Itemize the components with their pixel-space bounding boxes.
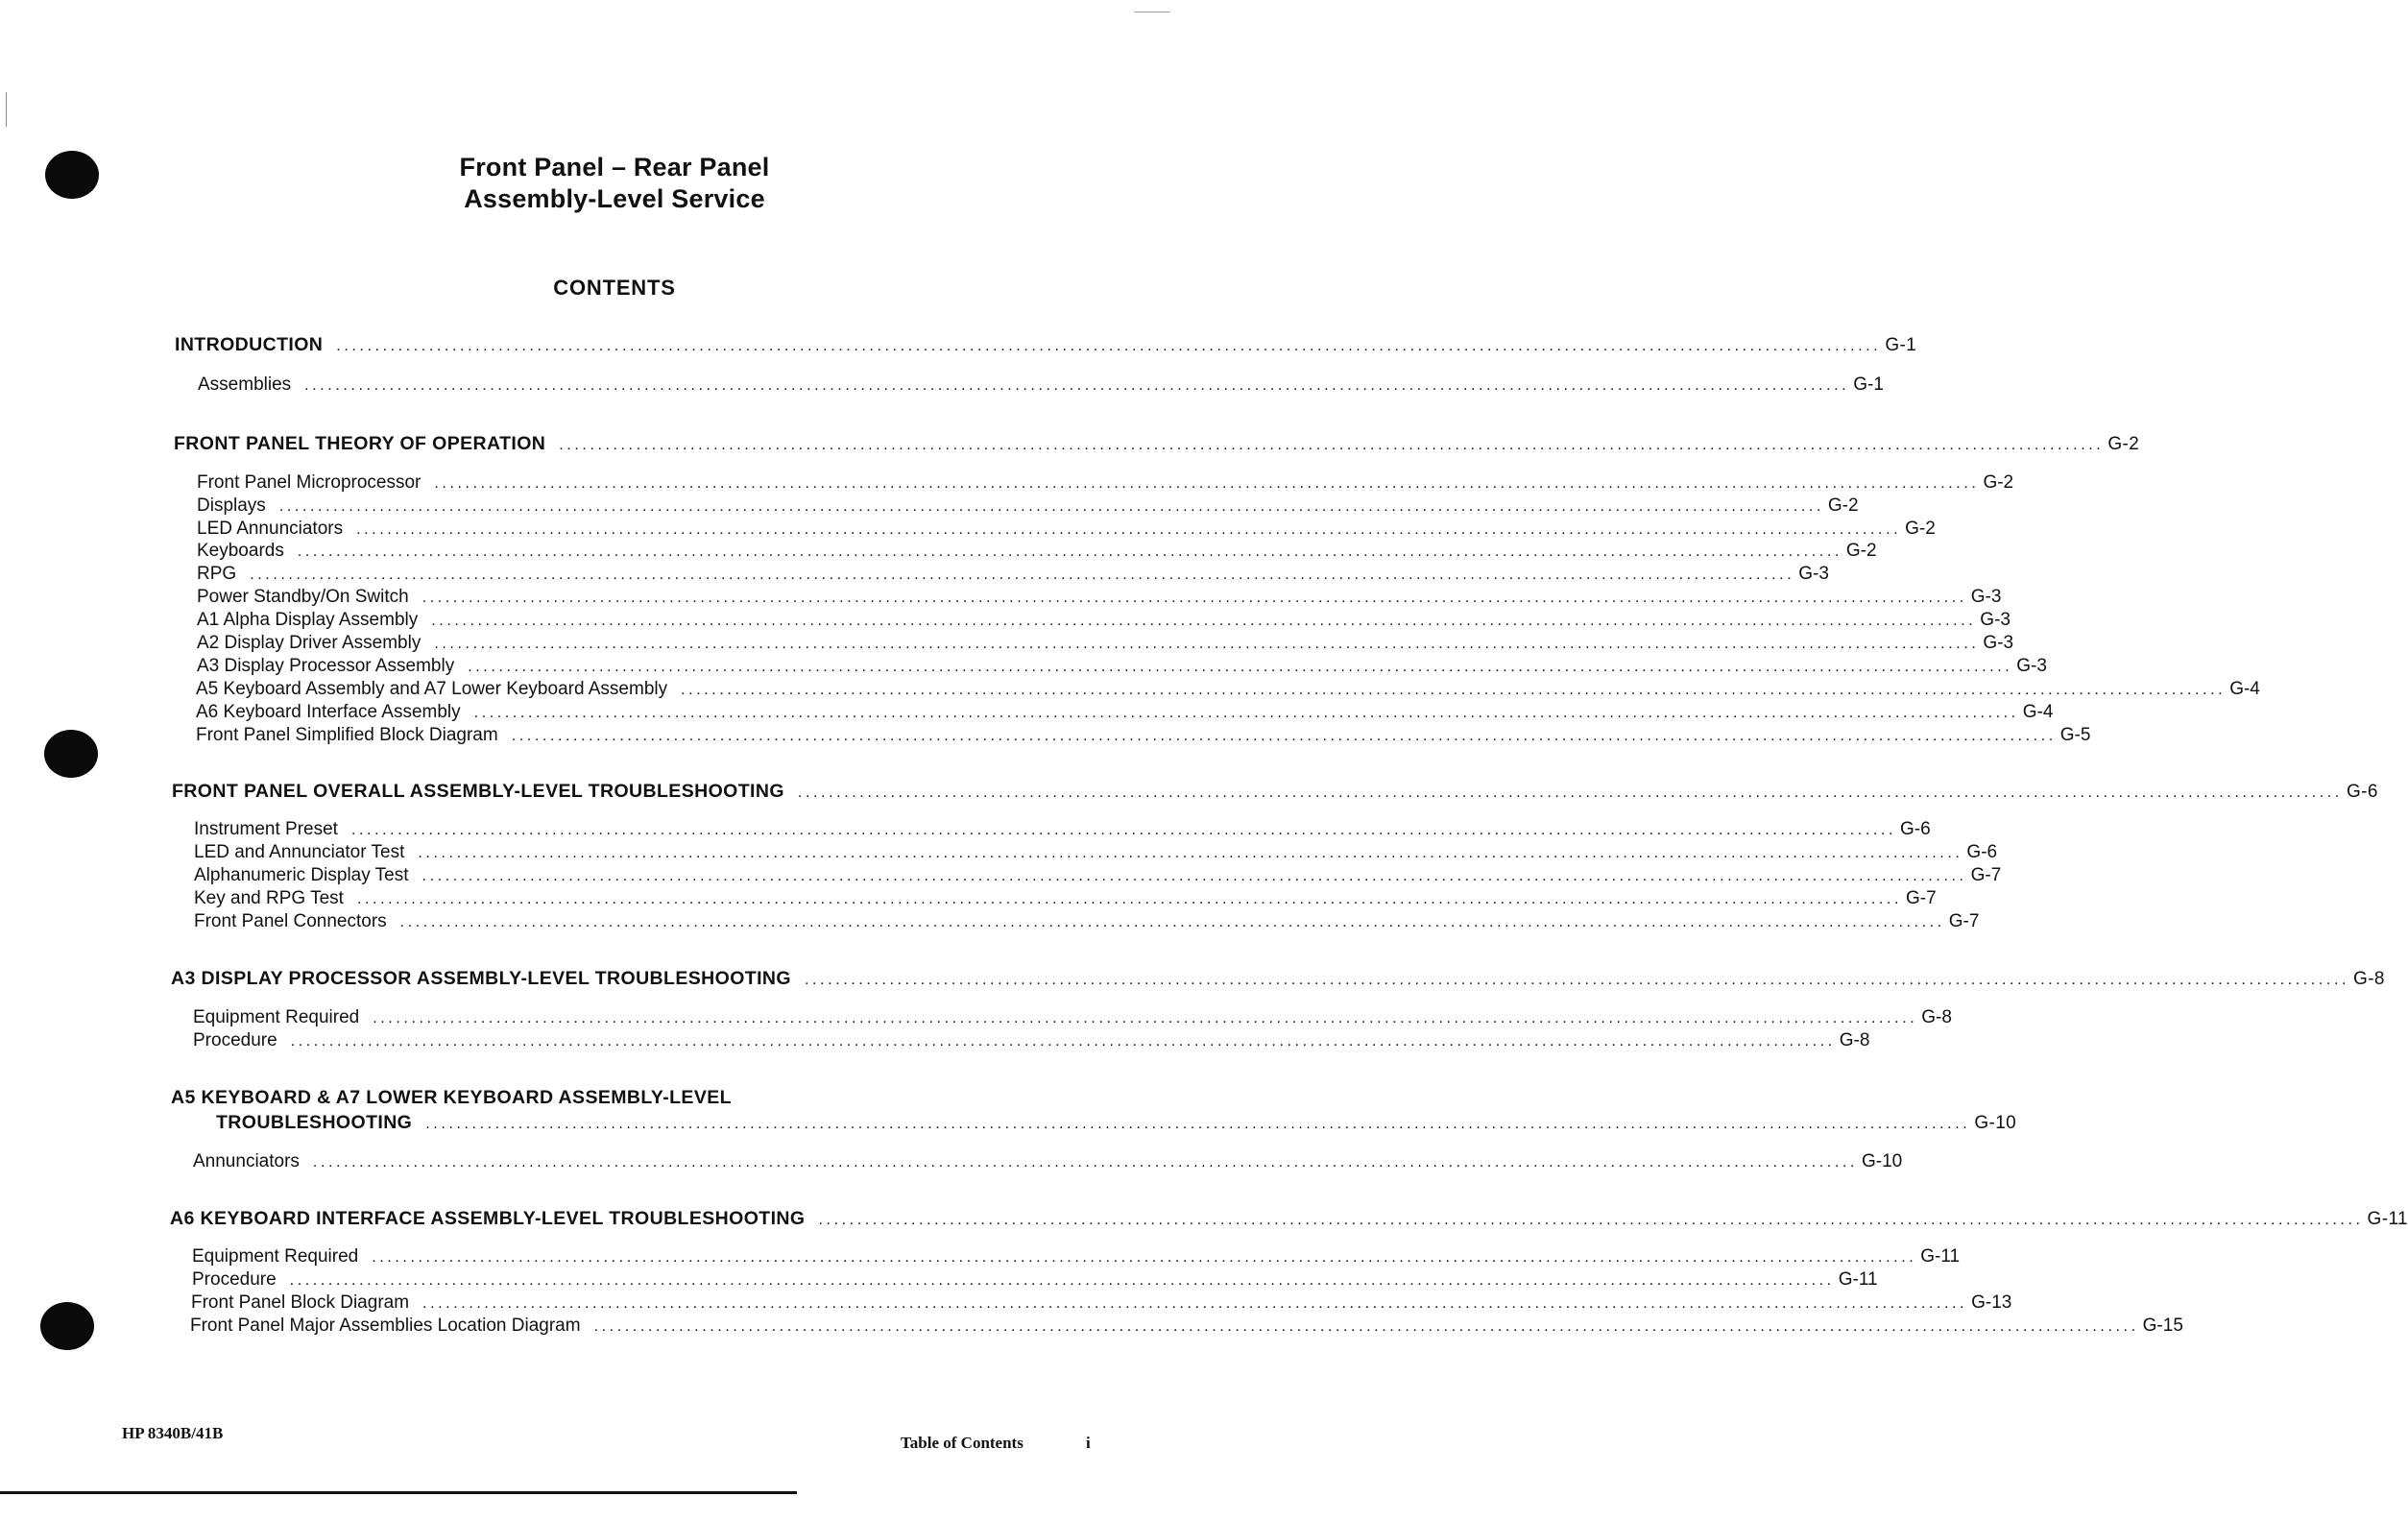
toc-entry-label: Annunciators bbox=[193, 1151, 300, 1171]
toc-section[interactable] bbox=[216, 1112, 2017, 1134]
toc-page-number: G-10 bbox=[1974, 1113, 2017, 1133]
toc-entry[interactable] bbox=[194, 819, 1931, 840]
toc-entry-label: Assemblies bbox=[198, 374, 292, 395]
toc-page-number: G-7 bbox=[1970, 865, 2002, 885]
toc-entry-label: Instrument Preset bbox=[194, 819, 338, 839]
toc-page-number: G-11 bbox=[1838, 1269, 1878, 1290]
toc-page-number: G-1 bbox=[1853, 374, 1884, 395]
leader-dots: ........................................................................................................................................................................................................ bbox=[356, 521, 1902, 538]
toc-section-label: A3 DISPLAY PROCESSOR ASSEMBLY-LEVEL TROUBLESHOOTING bbox=[171, 968, 791, 989]
toc-entry-label: LED Annunciators bbox=[197, 519, 344, 539]
leader-dots: ........................................................................................................................................................................................................ bbox=[559, 437, 2105, 453]
toc-entry[interactable] bbox=[196, 679, 2260, 700]
footer-model: HP 8340B/41B bbox=[122, 1424, 224, 1442]
leader-dots: ........................................................................................................................................................................................................ bbox=[250, 567, 1795, 583]
toc-page-number: G-6 bbox=[1966, 842, 1998, 862]
leader-dots: ........................................................................................................................................................................................................ bbox=[468, 659, 2013, 675]
leader-dots: ........................................................................................................................................................................................................ bbox=[418, 845, 1963, 861]
toc-page-number: G-2 bbox=[1983, 472, 2014, 493]
toc-entry[interactable] bbox=[194, 911, 1980, 932]
leader-dots: ........................................................................................................................................................................................................ bbox=[681, 682, 2227, 698]
toc-page-number: G-8 bbox=[2353, 969, 2385, 989]
toc-page-number: G-4 bbox=[2229, 679, 2260, 699]
toc-entry-label: A1 Alpha Display Assembly bbox=[197, 610, 419, 630]
toc-section-label: TROUBLESHOOTING bbox=[216, 1112, 413, 1133]
toc-section-label: FRONT PANEL OVERALL ASSEMBLY-LEVEL TROUBLESHOOTING bbox=[172, 781, 784, 802]
leader-dots: ........................................................................................................................................................................................................ bbox=[304, 377, 1850, 394]
leader-dots: ........................................................................................................................................................................................................ bbox=[804, 972, 2350, 988]
toc-entry[interactable] bbox=[194, 888, 1937, 909]
toc-section[interactable] bbox=[174, 433, 2140, 455]
left-edge-mark bbox=[6, 92, 7, 127]
toc-page-number: G-11 bbox=[2367, 1209, 2408, 1229]
leader-dots: ........................................................................................................................................................................................................ bbox=[350, 822, 1897, 838]
leader-dots: ........................................................................................................................................................................................................ bbox=[422, 1295, 1968, 1312]
footer-page-number: i bbox=[1086, 1434, 1091, 1452]
bottom-rule bbox=[0, 1491, 797, 1494]
toc-entry-label: A2 Display Driver Assembly bbox=[197, 633, 421, 653]
leader-dots: ........................................................................................................................................................................................................ bbox=[278, 498, 1824, 515]
leader-dots: ........................................................................................................................................................................................................ bbox=[797, 785, 2343, 801]
toc-entry[interactable] bbox=[193, 1007, 1952, 1028]
toc-page-number: G-15 bbox=[2142, 1316, 2183, 1336]
toc-entry-label: A5 Keyboard Assembly and A7 Lower Keyboard Assembly bbox=[196, 679, 668, 699]
toc-entry[interactable] bbox=[193, 1151, 1903, 1172]
toc-page-number: G-2 bbox=[1905, 519, 1936, 539]
binder-hole-icon bbox=[44, 730, 98, 778]
toc-entry[interactable] bbox=[198, 374, 1884, 396]
leader-dots: ........................................................................................................................................................................................................ bbox=[373, 1010, 1918, 1026]
toc-entry[interactable] bbox=[194, 865, 2002, 886]
toc-section-label: FRONT PANEL THEORY OF OPERATION bbox=[174, 433, 546, 454]
toc-page-number: G-13 bbox=[1971, 1292, 2012, 1313]
toc-page-number: G-2 bbox=[2107, 434, 2140, 454]
toc-entry-label: A3 Display Processor Assembly bbox=[197, 656, 455, 676]
leader-dots: ........................................................................................................................................................................................................ bbox=[290, 1033, 1836, 1050]
toc-page-number: G-5 bbox=[2059, 725, 2091, 745]
toc-entry-label: Front Panel Connectors bbox=[194, 911, 387, 931]
toc-entry[interactable] bbox=[197, 564, 1829, 585]
toc-section-label: A5 KEYBOARD & A7 LOWER KEYBOARD ASSEMBLY-LEVEL bbox=[171, 1087, 732, 1108]
toc-entry-label: Front Panel Microprocessor bbox=[197, 472, 421, 493]
toc-entry[interactable] bbox=[196, 702, 2054, 723]
toc-page-number: G-3 bbox=[2016, 656, 2047, 676]
toc-section[interactable] bbox=[171, 968, 2385, 990]
toc-entry-label: Power Standby/On Switch bbox=[197, 587, 409, 607]
contents-heading: CONTENTS bbox=[553, 276, 676, 300]
toc-entry[interactable] bbox=[192, 1246, 1961, 1268]
toc-section-label: INTRODUCTION bbox=[175, 334, 324, 355]
toc-entry-label: LED and Annunciator Test bbox=[194, 842, 405, 862]
toc-entry[interactable] bbox=[190, 1316, 2183, 1337]
toc-entry-label: Procedure bbox=[193, 1030, 277, 1050]
binder-hole-icon bbox=[45, 151, 99, 199]
leader-dots: ........................................................................................................................................................................................................ bbox=[336, 338, 1882, 354]
leader-dots: ........................................................................................................................................................................................................ bbox=[434, 636, 1980, 652]
leader-dots: ........................................................................................................................................................................................................ bbox=[473, 705, 2019, 721]
toc-page-number: G-3 bbox=[1970, 587, 2002, 607]
page-title-line-2: Assembly-Level Service bbox=[464, 184, 765, 213]
toc-entry[interactable] bbox=[197, 541, 1877, 562]
toc-section[interactable] bbox=[172, 781, 2378, 803]
toc-page-number: G-3 bbox=[1798, 564, 1829, 584]
toc-entry[interactable] bbox=[197, 610, 2011, 631]
toc-page-number: G-8 bbox=[1921, 1007, 1952, 1027]
toc-entry[interactable] bbox=[197, 633, 2014, 654]
toc-entry-label: Front Panel Major Assemblies Location Diagram bbox=[190, 1316, 581, 1336]
leader-dots: ........................................................................................................................................................................................................ bbox=[593, 1318, 2139, 1335]
toc-entry[interactable] bbox=[192, 1269, 1878, 1291]
toc-entry[interactable] bbox=[197, 587, 2002, 608]
toc-page-number: G-2 bbox=[1845, 541, 1877, 561]
page-title-line-1: Front Panel – Rear Panel bbox=[459, 153, 770, 181]
toc-page-number: G-4 bbox=[2022, 702, 2054, 722]
toc-page-number: G-10 bbox=[1861, 1151, 1903, 1171]
leader-dots: ........................................................................................................................................................................................................ bbox=[289, 1272, 1835, 1289]
toc-section[interactable] bbox=[175, 334, 1917, 356]
footer-section-title: Table of Contents bbox=[901, 1434, 1023, 1452]
toc-page-number: G-7 bbox=[1948, 911, 1980, 931]
leader-dots: ........................................................................................................................................................................................................ bbox=[425, 1116, 1971, 1132]
leader-dots: ........................................................................................................................................................................................................ bbox=[312, 1154, 1858, 1171]
toc-entry[interactable] bbox=[197, 472, 2014, 494]
toc-page-number: G-2 bbox=[1827, 495, 1859, 516]
toc-entry-label: A6 Keyboard Interface Assembly bbox=[196, 702, 461, 722]
toc-entry[interactable] bbox=[197, 519, 1936, 540]
toc-entry[interactable] bbox=[193, 1030, 1870, 1051]
toc-section-label: A6 KEYBOARD INTERFACE ASSEMBLY-LEVEL TROUBLESHOOTING bbox=[170, 1208, 806, 1229]
leader-dots: ........................................................................................................................................................................................................ bbox=[434, 475, 1980, 492]
toc-page-number: G-11 bbox=[1920, 1246, 1961, 1267]
leader-dots: ........................................................................................................................................................................................................ bbox=[511, 728, 2057, 744]
toc-entry[interactable] bbox=[196, 725, 2091, 746]
leader-dots: ........................................................................................................................................................................................................ bbox=[372, 1249, 1917, 1266]
toc-entry-label: Key and RPG Test bbox=[194, 888, 344, 908]
leader-dots: ........................................................................................................................................................................................................ bbox=[399, 914, 1945, 930]
binder-hole-icon bbox=[40, 1302, 94, 1350]
toc-entry-label: Alphanumeric Display Test bbox=[194, 865, 409, 885]
toc-entry[interactable] bbox=[197, 656, 2047, 677]
toc-page-number: G-6 bbox=[1900, 819, 1931, 839]
toc-entry-label: Procedure bbox=[192, 1269, 277, 1290]
toc-page-number: G-1 bbox=[1885, 335, 1917, 355]
leader-dots: ........................................................................................................................................................................................................ bbox=[818, 1212, 2364, 1228]
toc-page-number: G-3 bbox=[1983, 633, 2014, 653]
toc-entry-label: Front Panel Simplified Block Diagram bbox=[196, 725, 498, 745]
leader-dots: ........................................................................................................................................................................................................ bbox=[421, 590, 1967, 606]
toc-entry-label: Front Panel Block Diagram bbox=[191, 1292, 410, 1313]
toc-entry-label: Equipment Required bbox=[192, 1246, 359, 1267]
leader-dots: ........................................................................................................................................................................................................ bbox=[421, 868, 1967, 884]
toc-section[interactable] bbox=[170, 1208, 2408, 1230]
toc-page-number: G-3 bbox=[1980, 610, 2011, 630]
toc-page-number: G-6 bbox=[2346, 782, 2378, 802]
toc-entry[interactable] bbox=[194, 842, 1998, 863]
toc-entry-label: Displays bbox=[197, 495, 266, 516]
toc-entry[interactable] bbox=[191, 1292, 2012, 1314]
leader-dots: ........................................................................................................................................................................................................ bbox=[356, 891, 1903, 907]
leader-dots: ........................................................................................................................................................................................................ bbox=[297, 543, 1842, 560]
toc-section-head[interactable] bbox=[171, 1087, 843, 1109]
toc-entry[interactable] bbox=[197, 495, 1859, 517]
toc-entry-label: RPG bbox=[197, 564, 237, 584]
toc-entry-label: Keyboards bbox=[197, 541, 284, 561]
toc-entry-label: Equipment Required bbox=[193, 1007, 360, 1027]
toc-page-number: G-7 bbox=[1906, 888, 1937, 908]
leader-dots: ........................................................................................................................................................................................................ bbox=[431, 613, 1977, 629]
toc-page-number: G-8 bbox=[1839, 1030, 1870, 1050]
